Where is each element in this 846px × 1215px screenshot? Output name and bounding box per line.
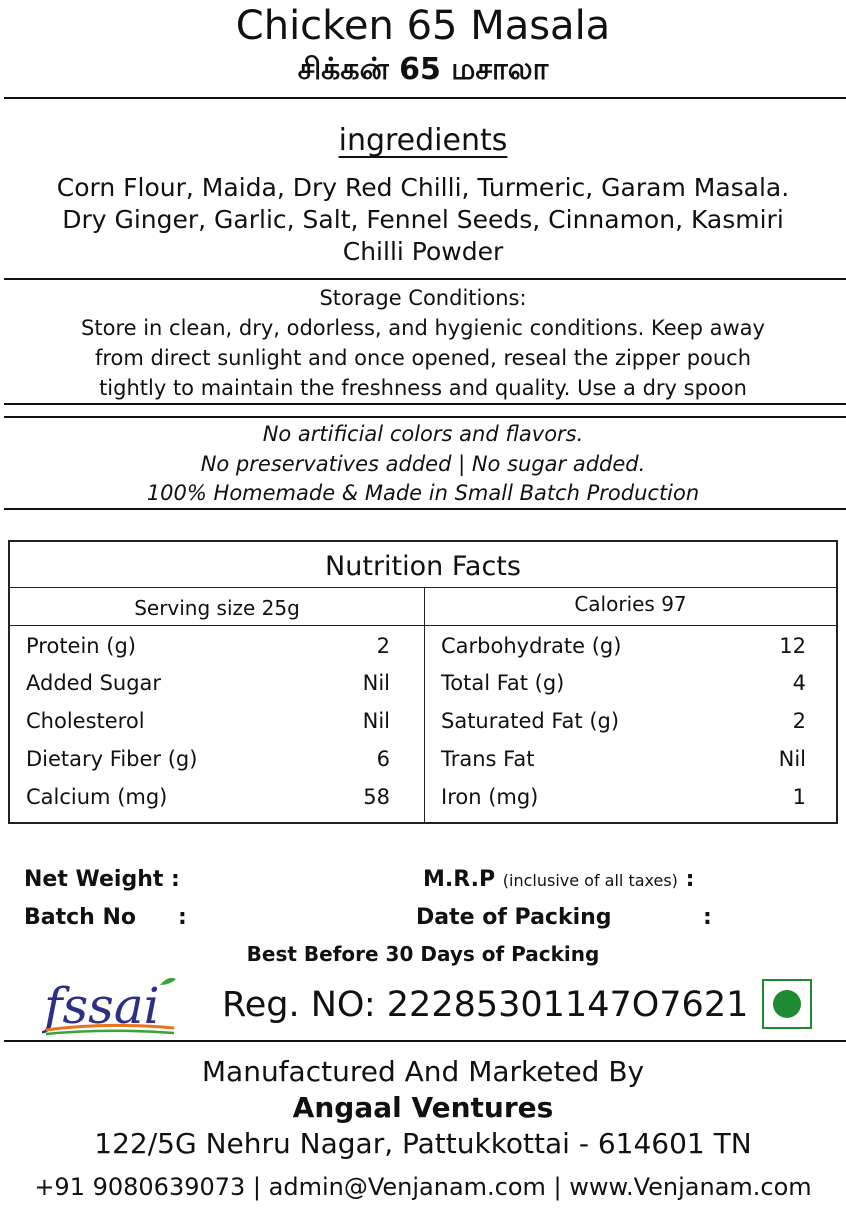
calories: Calories 97	[574, 592, 687, 616]
divider	[4, 97, 846, 99]
nutrient-value: 12	[779, 634, 806, 658]
storage-text	[20, 313, 826, 403]
ingredients-line: Corn Flour, Maida, Dry Red Chilli, Turmeric, Garam Masala.	[56, 173, 790, 202]
batch-no-colon: :	[178, 905, 187, 930]
manufacturer-address: 122/5G Nehru Nagar, Pattukkottai - 614601 TN	[94, 1127, 752, 1160]
claim-line: No artificial colors and flavors.	[262, 422, 584, 446]
best-before: Best Before 30 Days of Packing	[246, 942, 600, 966]
net-weight-label: Net Weight :	[24, 867, 180, 892]
table-line	[10, 587, 836, 588]
ingredients-list	[10, 172, 836, 268]
claim-line: No preservatives added | No sugar added.	[200, 451, 646, 476]
divider	[4, 1040, 846, 1042]
nutrient-value: 2	[792, 709, 806, 733]
divider	[4, 508, 846, 510]
fssai-logo-text: fssai	[44, 977, 160, 1035]
nutrition-title: Nutrition Facts	[325, 551, 521, 582]
veg-symbol-icon	[762, 979, 812, 1029]
veg-dot-icon	[773, 990, 801, 1018]
nutrient-value: Nil	[362, 671, 390, 695]
nutrition-facts-table	[8, 540, 838, 824]
nutrient-value: 6	[376, 747, 390, 771]
storage-line: tightly to maintain the freshness and quality. Use a dry spoon	[99, 376, 747, 400]
nutrient-label: Dietary Fiber (g)	[26, 747, 198, 771]
mrp-label	[423, 866, 694, 895]
nutrient-label: Added Sugar	[26, 671, 162, 695]
manufacturer-contact: +91 9080639073 | admin@Venjanam.com | www.Venjanam.com	[34, 1173, 812, 1201]
storage-line: from direct sunlight and once opened, reseal the zipper pouch	[94, 346, 752, 370]
ingredients-heading: ingredients	[338, 123, 508, 158]
nutrient-label: Cholesterol	[26, 709, 145, 733]
nutrient-label: Protein (g)	[26, 634, 137, 658]
mrp-text: M.R.P	[423, 867, 496, 892]
nutrient-value: 2	[376, 634, 390, 658]
nutrient-label: Carbohydrate (g)	[441, 634, 622, 658]
nutrient-value: 4	[792, 671, 806, 695]
batch-no-label: Batch No	[24, 905, 137, 930]
nutrient-value: 1	[792, 785, 806, 809]
table-line	[424, 588, 425, 822]
storage-heading: Storage Conditions:	[319, 286, 527, 310]
nutrient-label: Trans Fat	[441, 747, 535, 771]
fssai-reg-number: Reg. NO: 22285301147O7621	[222, 985, 749, 1025]
nutrient-value: 58	[363, 785, 390, 809]
nutrient-label: Calcium (mg)	[26, 785, 168, 809]
nutrient-label: Total Fat (g)	[441, 671, 565, 695]
nutrient-value: Nil	[362, 709, 390, 733]
date-of-packing-label: Date of Packing	[416, 905, 612, 930]
leaf-icon	[160, 978, 176, 985]
mrp-colon: :	[685, 867, 695, 892]
divider	[4, 403, 846, 405]
ingredients-line: Dry Ginger, Garlic, Salt, Fennel Seeds, Cinnamon, Kasmiri	[62, 205, 784, 234]
divider	[4, 416, 846, 418]
table-line	[10, 625, 836, 626]
storage-line: Store in clean, dry, odorless, and hygienic conditions. Keep away	[81, 316, 765, 340]
ingredients-line: Chilli Powder	[342, 237, 504, 266]
product-title-english: Chicken 65 Masala	[235, 3, 611, 49]
mrp-note: (inclusive of all taxes)	[502, 871, 678, 890]
fssai-logo	[42, 975, 182, 1037]
serving-size: Serving size 25g	[134, 596, 300, 620]
product-claims	[0, 420, 846, 509]
divider	[4, 278, 846, 280]
manufactured-by: Manufactured And Marketed By	[201, 1055, 645, 1088]
manufacturer-name: Angaal Ventures	[292, 1091, 554, 1124]
nutrient-value: Nil	[778, 747, 806, 771]
product-title-tamil: சிக்கன் 65 மசாலா	[297, 52, 549, 87]
nutrient-label: Iron (mg)	[441, 785, 539, 809]
claim-line: 100% Homemade & Made in Small Batch Production	[146, 481, 700, 505]
nutrient-label: Saturated Fat (g)	[441, 709, 620, 733]
date-of-packing-colon: :	[703, 905, 712, 930]
